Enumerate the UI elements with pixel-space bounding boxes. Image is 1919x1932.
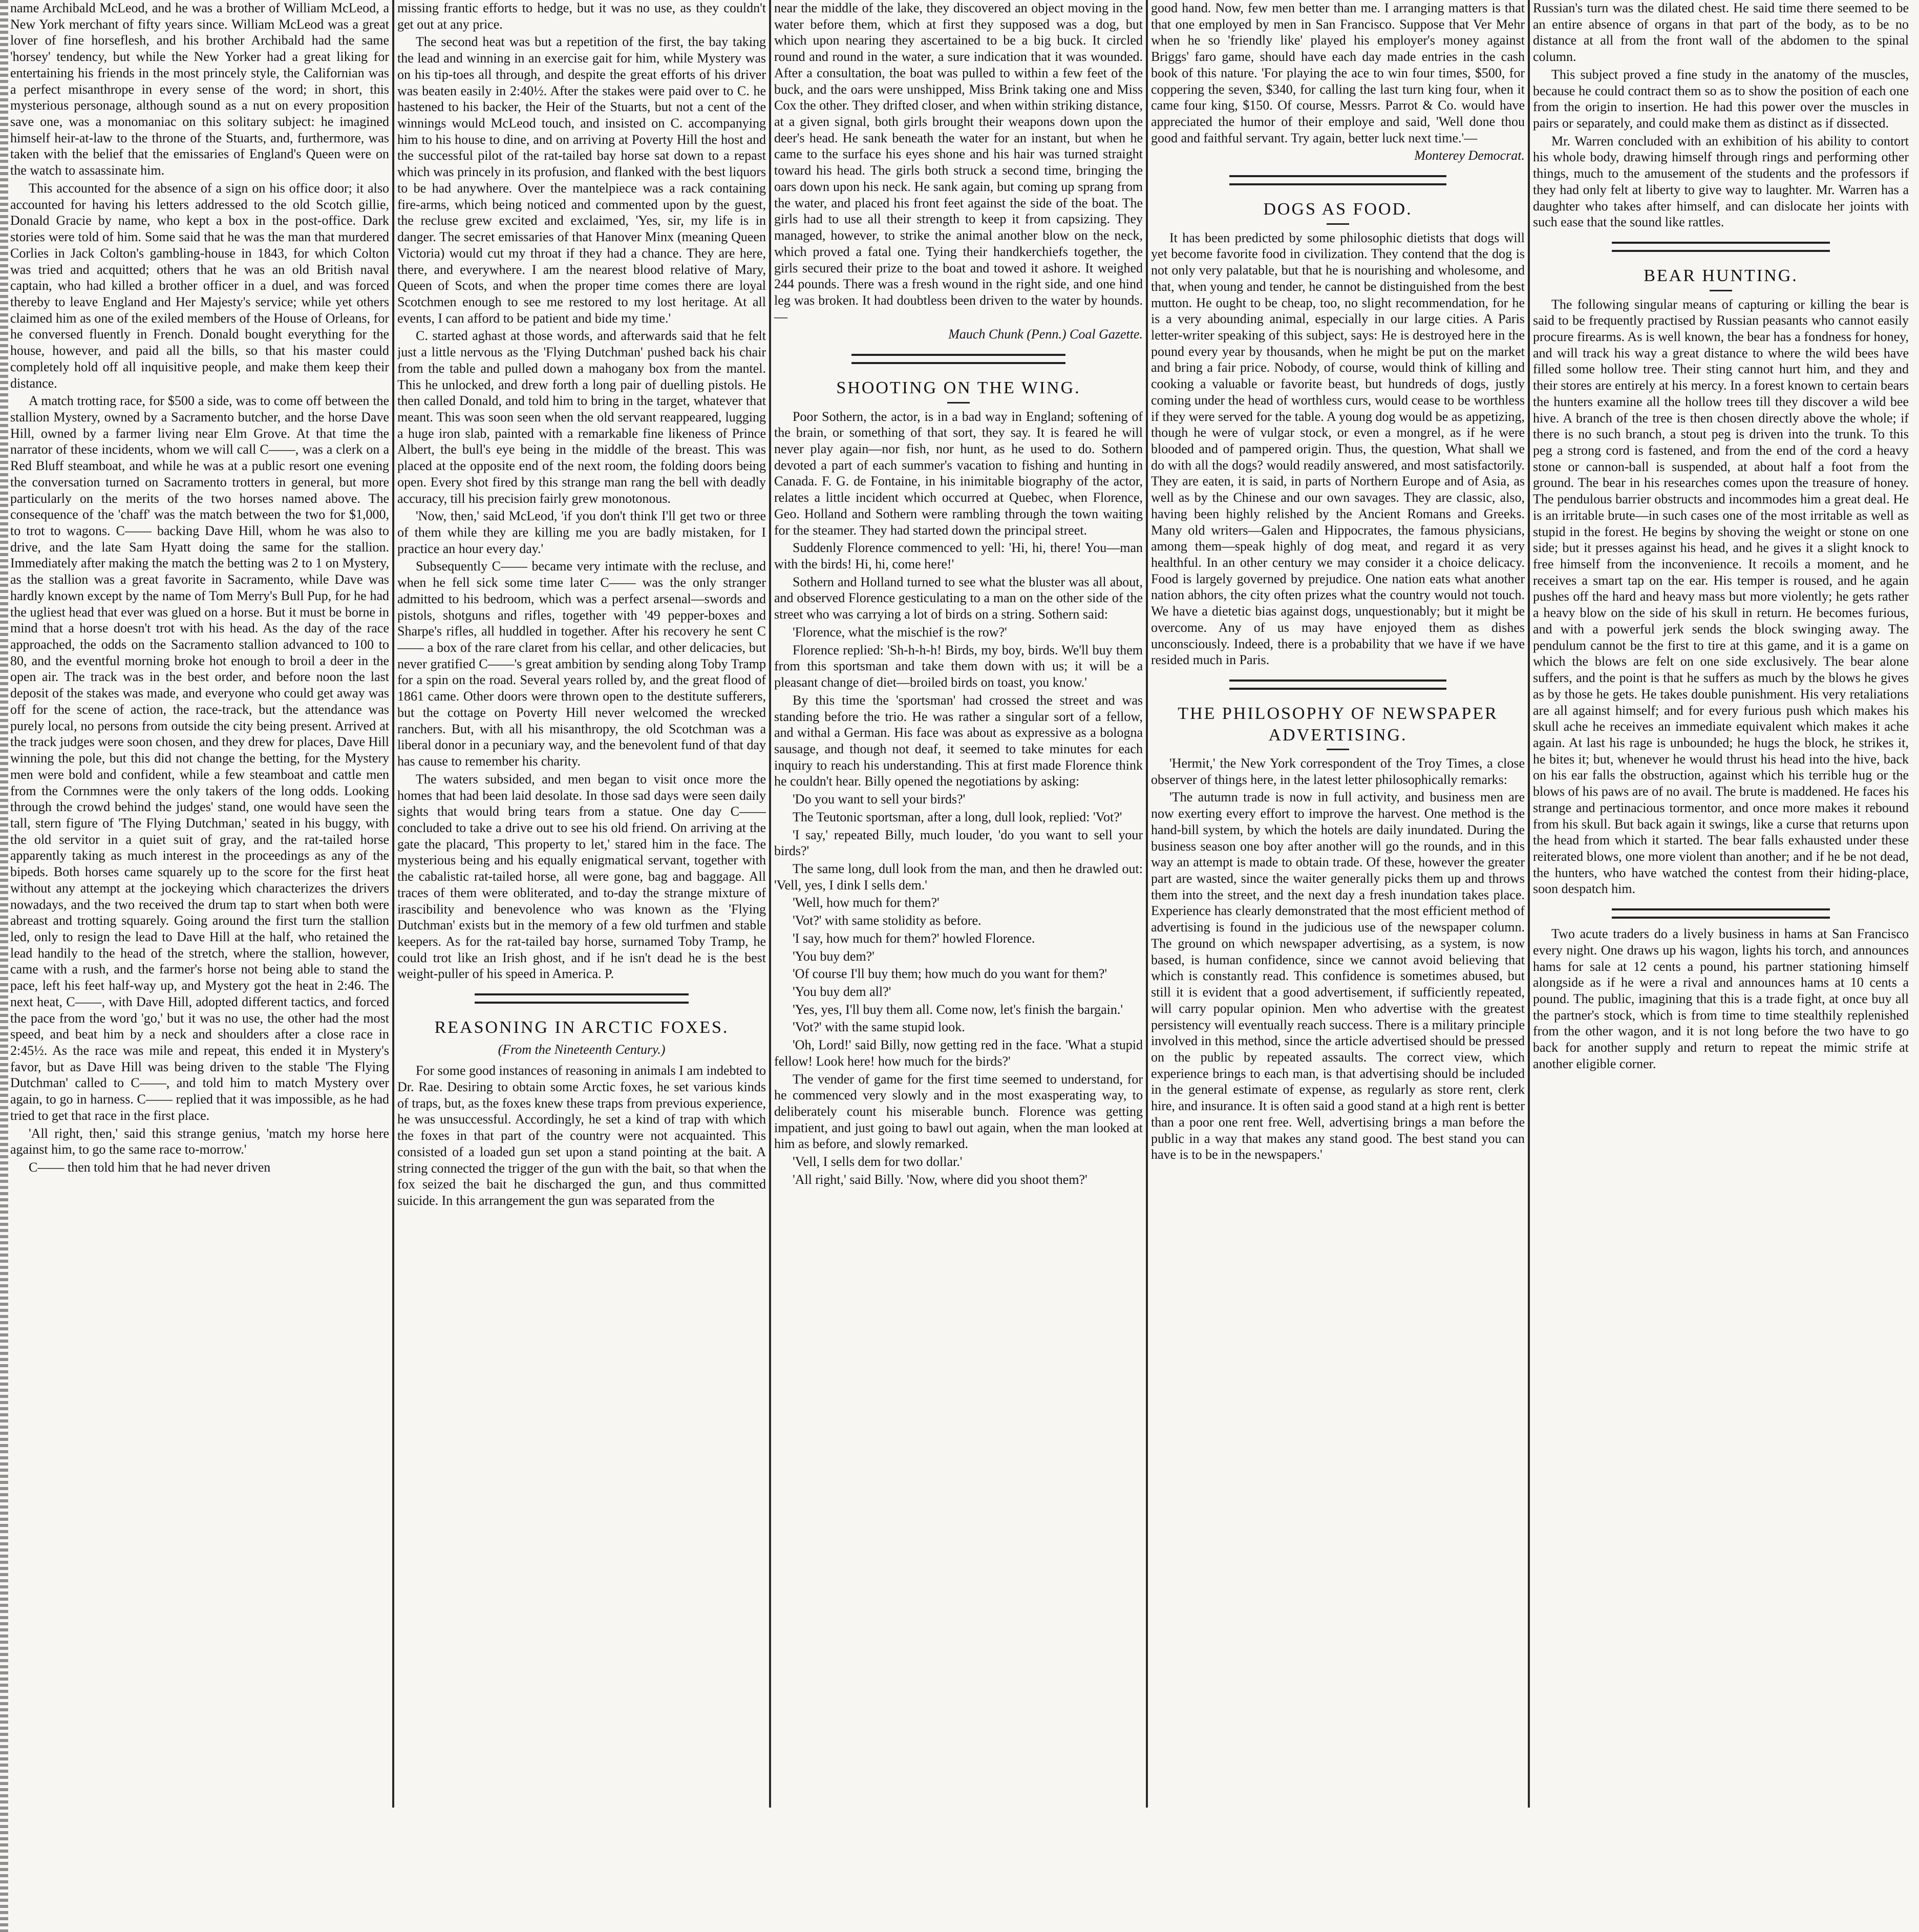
article-text: C—— then told him that he had never driven: [29, 1160, 271, 1175]
article-text: 'Florence, what the mischief is the row?': [793, 624, 1007, 640]
article-text: Suddenly Florence commenced to yell: 'Hi, hi, there! You—man with the birds! Hi, hi, come here!': [774, 540, 1143, 572]
heading-dash: [1710, 290, 1732, 291]
article-text: missing frantic efforts to hedge, but it was no use, as they couldn't get out at any price.: [397, 1, 766, 32]
article-text: The waters subsided, and men began to visit once more the homes that had been laid desolate. In those sad days were seen daily sights that would bring tears from a statue. One day C—— concluded to take a drive out to see his old friend. On arriving at the gate the placard, 'This property to let,' stared him in the face. The mysterious being and his equally enigmatical servant, together with the cabalistic rat-tailed horse, all were gone, bag and baggage. All traces of them were obliterated, and to-day the strange mixture of irascibility and benevolence who was known as the 'Flying Dutchman' exists but in the memory of a few old turfmen and stable keepers. As for the rat-tailed bay horse, surnamed Toby Tramp, he could trot like an Irish ghost, and if he isn't dead he is the best weight-puller of his speed in America. P.: [397, 771, 766, 982]
heading-dash: [1327, 223, 1349, 225]
article-text: 'Now, then,' said McLeod, 'if you don't think I'll get two or three of them while they are killing me you are badly mistaken, for I practice an hour every day.': [397, 508, 766, 556]
article-text: 'All right, then,' said this strange genius, 'match my horse here against him, to go the same race to-morrow.': [10, 1126, 389, 1157]
article-text: 'Vot?' with the same stupid look.: [793, 1020, 965, 1035]
article-text: 'You buy dem?': [793, 948, 875, 964]
article-text: Russian's turn was the dilated chest. He said time there seemed to be an entire absence of organs in that part of the body, as to be no distance at all from the front wall of the abdomen to the spinal column.: [1533, 1, 1909, 65]
article-text: A match trotting race, for $500 a side, was to come off between the stallion Mystery, owned by a Sacramento butcher, and the horse Dave Hill, owned by a farmer living near Elm Grove. At that time the narrator of these incidents, whom we will call C——, was a clerk on a Red Bluff steamboat, and while he was at a public resort one evening the conversation turned on Sacramento trotters in general, but more particularly on the merits of the two horses named above. The consequence of the 'chaff' was the match between the two for $1,000, to trot to wagons. C—— backing Dave Hill, whom he was also to drive, and the late Sam Hyatt doing the same for the stallion. Immediately after making the match the betting was 2 to 1 on Mystery, as the stallion was a great favorite in Sacramento, while Dave was hardly known except by the name of Tom Merry's Bull Pup, for he had the ugliest head that ever was glued on a horse. But it must be borne in mind that a horse doesn't trot with his head. As the day of the race approached, the odds on the Sacramento stallion advanced to 100 to 80, and the eventful morning broke hot enough to broil a deer in the open air. The track was in the best order, and before noon the last deposit of the stakes was made, and everyone who could get away was off for the scene of action, the race-track, but the attendance was purely local, no persons from outside the city being present. Arrived at the track judges were soon chosen, and they drew for places, Dave Hill winning the pole, but this did not change the betting, for the Mystery men were bold and confident, while a few steamboat and cattle men from the Cornmnes were the only takers of the long odds. Looking through the crowd behind the judges' stand, one would have seen the tall, stern figure of 'The Flying Dutchman,' seated in his buggy, with the old servitor in a quiet suit of gray, and the rat-tailed horse apparently taking as much interest in the proceedings as any of the bipeds. Both horses came squarely up to the score for the first heat without any attempt at the jockeying which characterizes the drivers nowadays, and the two received the drum tap to start when both were abreast and trotting squarely. Going around the first turn the stallion led, only to resign the lead to Dave Hill at the half, who retained the lead handily to the head of the stretch, where the stallion, however, came with a rush, and the farmer's horse not being able to stand the pace, left his feet half-way up, and Mystery got the heat in 2:46. The next heat, C——, with Dave Hill, adopted different tactics, and forced the pace from the word 'go,' but it was no use, the other had the most speed, and beat him by a neck and shoulders after a close race in 2:45½. As the race was mile and repeat, this ended it in Mystery's favor, but as Dave Hill was being driven to the stable 'The Flying Dutchman' called to C——, and told him to match Mystery over again, to go in harness. C—— replied that it was impossible, as he had tried to get that race in the first place.: [10, 393, 389, 1123]
article-text: Poor Sothern, the actor, is in a bad way in England; softening of the brain, or something of that sort, they say. It is feared he will never play again—nor fish, nor hunt, as he used to do. Sothern devoted a part of each summer's vacation to fishing and hunting in Canada. F. G. de Fontaine, in his inimitable biography of the actor, relates a little incident which occurred at Quebec, when Florence, Geo. Holland and Sothern were rambling through the town waiting for the steamer. They had started down the principal street.: [774, 409, 1143, 538]
article-text: 'I say, how much for them?' howled Florence.: [793, 930, 1035, 946]
column-rule: [1146, 0, 1148, 1808]
article-source: (From the Nineteenth Century.): [498, 1042, 666, 1057]
article-text: This subject proved a fine study in the anatomy of the muscles, because he could contract them so as to show the position of each one from the origin to insertion. He had this power over the muscles in pairs or separately, and could make them as distinct as if dissected.: [1533, 67, 1909, 131]
article-text: The second heat was but a repetition of the first, the bay taking the lead and winning in an exercise gait for him, while Mystery was on his tip-toes all through, and despite the great efforts of his driver was beaten easily in 2:40½. After the stakes were paid over to C. he hastened to his backer, the Heir of the Stuarts, but not a cent of the winnings would McLeod touch, and insisted on C. accompanying him to his house to dine, and on arriving at Poverty Hill the host and the successful pilot of the rat-tailed bay horse sat down to a repast which was princely in its profusion, and flanked with the best liquors to be had anywhere. Over the mantelpiece was a rack containing fire-arms, which being noticed and commented upon by the guest, the recluse grew excited and exclaimed, 'Yes, sir, my life is in danger. The secret emissaries of that Hanover Minx (meaning Queen Victoria) would cut my throat if they had a chance. They are here, there, and everywhere. I am the nearest blood relative of Mary, Queen of Scots, and when the proper time comes there are loyal Scotchmen enough to see me restored to my lost heritage. At all events, I can afford to be patient and bide my time.': [397, 34, 766, 326]
article-text: 'Oh, Lord!' said Billy, now getting red in the face. 'What a stupid fellow! Look here! how much for the birds?': [774, 1037, 1143, 1069]
article-text: The following singular means of capturing or killing the bear is said to be frequently practised by Russian peasants who cannot easily procure firearms. As is well known, the bear has a fondness for honey, and will track his way a great distance to where the wild bees have filled some hollow tree. Their sting cannot hurt him, and they and their stores are entirely at his mercy. In a forest known to certain bears the hunters examine all the hollow trees till they discover a wild bee hive. A branch of the tree is then chosen directly above the whole; if there is no such branch, a stout peg is driven into the trunk. To this peg a strong cord is fastened, and from the end of the cord a heavy stone or cannon-ball is suspended, at about half a foot from the ground. The bear in his researches comes upon the treasure of honey. The pendulous barrier obstructs and incommodes him a great deal. He is an irritable brute—in such cases one of the most irritable as well as stupid in the forest. He begins by shoving the weight or stone on one side; but it presses against his head, and he gives it a slight knock to free himself from the inconvenience. It recoils a moment, and he receives a smart tap on the ear. His temper is roused, and he again pushes off the hard and heavy mass but more violently; he gets rather a heavy blow on the side of his skull in return. He becomes furious, and with a powerful jerk sends the block swinging away. The pendulum cannot be the first to tire at this game, and it is a game on which the blows are felt on one side exclusively. The bear alone suffers, and the point is that he suffers as much by the blows he gives as by those he gets. He takes double punishment. His very retaliations are all against himself; and for every furious push which makes his skull ache he receives an immediate equivalent which makes it ache again. At last his rage is unbounded; he hugs the block, he strikes it, he bites it; but, whenever he would thrust his head into the hive, back on his ear falls the obstruction, against which his terrible hug or the blows of his paws are of no avail. The brute is maddened. He faces his strange and pertinacious tormentor, and once more makes it rebound from his skull. But back again it swings, like a curse that returns upon the head from which it started. The bear falls exhausted under these reiterated blows, one more violent than another; and if he be not dead, the hunters, who have watched the contest from their hiding-place, soon despatch him.: [1533, 296, 1909, 897]
article-text: 'Do you want to sell your birds?': [793, 792, 966, 807]
heading-dogs-as-food: DOGS AS FOOD.: [1263, 200, 1413, 219]
article-text: For some good instances of reasoning in animals I am indebted to Dr. Rae. Desiring to obtain some Arctic foxes, he set various kinds of traps, but, as the foxes knew these traps from previous experience, he was unsuccessful. Accordingly, he set a kind of trap with which the foxes in that part of the country were not acquainted. This consisted of a loaded gun set upon a stand pointing at the bait. A string connected the trigger of the gun with the bait, so that when the fox seized the bait he discharged the gun, and thus committed suicide. In this arrangement the gun was separated from the: [397, 1063, 766, 1208]
article-text: 'Well, how much for them?': [793, 895, 940, 910]
article-text: It has been predicted by some philosophic dietists that dogs will yet become favorite food in civilization. They contend that the dog is not only very palatable, but that he is nourishing and wholesome, and that, when young and tender, he cannot be distinguished from the best mutton. He ought to be cheap, too, no slight recommendation, for he is a very abounding animal, especially in our large cities. A Paris letter-writer speaking of this subject, says: He is destroyed here in the pound every year by thousands, when he might be put on the market and bring a fair price. Nobody, of course, would think of killing and cooking a valuable or favorite beast, but hundreds of dogs, justly coming under the head of worthless curs, would cease to be worthless if they were served for the table. A young dog would be as appetizing, though he were of vulgar stock, or even a mongrel, as if he were blooded and of pampered origin. Thus, the question, What shall we do with all the dogs? would readily answered, and most satisfactorily. They are eaten, it is said, in parts of Northern Europe and of Asia, as well as by the Chinese and our own savages. They are classic, also, having been highly relished by the Ancient Romans and Greeks. Many old writers—Galen and Hippocrates, the famous physicians, among them—speak highly of dog meat, and regard it as very healthful. In an other century we may consider it a choice delicacy. Food is largely governed by prejudice. One nation eats what another nation abhors, the city often prizes what the country would not touch. We have a dietetic bias against dogs, unquestionably; but it might be overcome. Any of us may have enjoyed them as dishes unconsciously. Indeed, there is a probability that we have if we have resided much in Paris.: [1151, 230, 1525, 668]
article-source: Monterey Democrat.: [1414, 148, 1525, 163]
heading-dash: [1327, 749, 1349, 750]
section-divider: [1229, 680, 1446, 690]
article-text: Two acute traders do a lively business in hams at San Francisco every night. One draws up his wagon, lights his torch, and announces hams for sale at 12 cents a pound, his partner stationing himself alongside as if he were a rival and announces hams at 10 cents a pound. The public, imagining that this is a trade fight, at once buy all the partner's stock, which is from time to time stealthily replenished from the other wagon, and it is not long before the two have to go back for another supply and return to repeat the mimic strife at another eligible corner.: [1533, 926, 1909, 1071]
section-divider: [1612, 908, 1830, 919]
section-divider: [851, 354, 1065, 364]
article-text: 'All right,' said Billy. 'Now, where did you shoot them?': [793, 1172, 1088, 1187]
column-rule: [1528, 0, 1530, 1808]
torn-left-edge: [0, 0, 8, 1932]
article-text: The same long, dull look from the man, and then he drawled out: 'Vell, yes, I dink I sells dem.': [774, 861, 1143, 893]
heading-shooting-on-the-wing: SHOOTING ON THE WING.: [836, 378, 1081, 398]
article-text: This accounted for the absence of a sign on his office door; it also accounted for having his letters addressed to the old Scotch gillie, Donald Gracie by name, who kept a box in the post-office. Dark stories were told of him. Some said that he was the man that murdered Corlies in Jack Colton's gambling-house in 1843, for which Colton was tried and acquitted; others that he was an old British naval captain, who had killed a brother officer in a duel, and was forced thereby to leave England and Her Majesty's service; while yet others claimed him as one of the exiled members of the House of Orleans, for he conversed fluently in French. Donald bought everything for the house, however, and paid all the bills, so that his master could completely hold off all inquisitive people, and make them keep their distance.: [10, 180, 389, 391]
article-source: Mauch Chunk (Penn.) Coal Gazette.: [948, 327, 1143, 342]
heading-dash: [947, 402, 970, 404]
section-divider: [1612, 242, 1830, 252]
column-rule: [769, 0, 771, 1808]
article-text: name Archibald McLeod, and he was a brother of William McLeod, a New York merchant of fifty years since. William McLeod was a great lover of fine horseflesh, and his brother Archibald had the same 'horsey' tendency, but while the New Yorker had a great liking for entertaining his friends in the most princely style, the Californian was a perfect misanthrope in every sense of the word; in short, this mysterious personage, although sound as a nut on every proposition save one, was a monomaniac on this solitary subject: he imagined himself heir-at-law to the throne of the Stuarts, and, furthermore, was taken with the belief that the emissaries of England's Queen were on the watch to assassinate him.: [10, 1, 389, 178]
column-rule: [392, 0, 394, 1808]
heading-newspaper-advertising: THE PHILOSOPHY OF NEWSPAPER ADVERTISING.: [1178, 704, 1498, 745]
article-text: 'Of course I'll buy them; how much do you want for them?': [793, 966, 1107, 982]
column-3: [774, 0, 1143, 1808]
column-4: [1151, 0, 1525, 1808]
heading-bear-hunting: BEAR HUNTING.: [1644, 266, 1798, 286]
article-text: The vender of game for the first time seemed to understand, for he commenced very slowly and in the most exasperating way, to deliberately count his miserable bunch. Florence was getting impatient, and just going to bawl out again, when the man looked at him as before, and slowly remarked.: [774, 1071, 1143, 1152]
article-text: 'Hermit,' the New York correspondent of the Troy Times, a close observer of things here, in the latest letter philosophically remarks:: [1151, 756, 1525, 787]
article-text: 'Yes, yes, I'll buy them all. Come now, let's finish the bargain.': [793, 1002, 1123, 1017]
column-2: [397, 0, 766, 1808]
article-text: Sothern and Holland turned to see what the bluster was all about, and observed Florence gesticulating to a man on the other side of the street who was carrying a lot of birds on a string. Sothern said:: [774, 574, 1143, 622]
article-text: 'Vot?' with same stolidity as before.: [793, 913, 982, 928]
column-5: [1533, 0, 1909, 1808]
article-text: Mr. Warren concluded with an exhibition of his ability to contort his whole body, drawing himself through rings and performing other things, much to the amusement of the students and the professors if they had only felt at liberty to give way to laughter. Mr. Warren has a daughter who takes after himself, and can dislocate her joints with such ease that the sound like rattles.: [1533, 133, 1909, 230]
article-text: 'Vell, I sells dem for two dollar.': [793, 1154, 963, 1170]
section-divider: [1229, 175, 1446, 185]
article-text: C. started aghast at those words, and afterwards said that he felt just a little nervous as the 'Flying Dutchman' pushed back his chair from the table and pulled down a mahogany box from the mantel. This he unlocked, and drew forth a long pair of duelling pistols. He then called Donald, and told him to bring in the target, whatever that meant. This was soon seen when the old servant reappeared, lugging a huge iron slab, painted with a remarkable fine likeness of Prince Albert, the bull's eye being in the middle of the breast. This was placed at the opposite end of the next room, the folding doors being open. Every shot fired by this strange man rang the bell with deadly accuracy, till his precision fairly grew monotonous.: [397, 328, 766, 506]
article-text: Subsequently C—— became very intimate with the recluse, and when he fell sick some time later C—— was the only stranger admitted to his bedroom, which was a perfect arsenal—swords and pistols, shotguns and rifles, together with '49 pepper-boxes and Sharpe's rifles, all huddled in together. After his recovery he sent C—— a box of the rare claret from his cellar, and other delicacies, but never gratified C——'s great ambition by sending along Toby Tramp for a spin on the road. Several years rolled by, and the great flood of 1861 came. Other doors were thrown open to the destitute sufferers, but the cottage on Poverty Hill never welcomed the wrecked ranchers. But, with all his misanthropy, the old Scotchman was a liberal donor in a pecuniary way, and the benevolent fund of that day has cause to remember his charity.: [397, 559, 766, 769]
article-text: Florence replied: 'Sh-h-h-h! Birds, my boy, birds. We'll buy them from this sportsman and take them down with us; it will be a pleasant change of diet—broiled birds on toast, you know.': [774, 642, 1143, 690]
article-text: 'You buy dem all?': [793, 984, 891, 999]
article-text: good hand. Now, few men better than me. I arranging matters is that that one employed by men in San Francisco. Suppose that Ver Mehr when he so 'friendly like' played his employer's money against Briggs' faro game, should have each day made entries in the cash book of this nature. 'For playing the ace to win four times, $500, for coppering the seven, $340, for calling the last turn king four, when it came four king, $150. Of course, Messrs. Parrot & Co. would have appreciated the humor of their employe and said, 'Well done thou good and faithful servant. Try again, better luck next time.'—: [1151, 1, 1525, 145]
column-1: [10, 0, 389, 1808]
article-text: The Teutonic sportsman, after a long, dull look, replied: 'Vot?': [793, 809, 1122, 824]
article-text: 'The autumn trade is now in full activity, and business men are now exerting every effort to improve the harvest. One method is the hand-bill system, by which the hotels are daily inundated. During the business season one boy after another will go the rounds, and in this way an attempt is made to obtain trade. Of these, however the greater part are wasted, since the waiter generally picks them up and throws them into the street, and the next day a fresh inundation takes place. Experience has clearly demonstrated that the most efficient method of advertising is found in the judicious use of the newspaper column. The ground on which newspaper advertising, as a system, is now based, is human confidence, since we cannot avoid believing that which is constantly read. This confidence is sometimes abused, but still it is evident that a good advertisement, if sufficiently repeated, will carry popular opinion. Men who advertise with the greatest persistency will eventually reach success. There is a military principle involved in this method, since the article advertised should be pressed on the public by repeated assaults. The correct view, which experience brings to each man, is that advertising should be included in the general estimate of expense, as regularly as store rent, clerk hire, and insurance. It is often said a good stand at a high rent is better than a poor one rent free. Well, advertising brings a man before the public in a way that makes any stand good. The best stand you can have is to be in the newspapers.': [1151, 790, 1525, 1162]
heading-arctic-foxes: REASONING IN ARCTIC FOXES.: [434, 1018, 729, 1037]
article-text: near the middle of the lake, they discovered an object moving in the water before them, which at first they supposed was a dog, but which upon nearing they ascertained to be a big buck. It circled round and round in the water, a sure indication that it was wounded. After a consultation, the boat was pulled to within a few feet of the buck, and the oars were unshipped, Miss Brink taking one and Miss Cox the other. They drifted closer, and when within striking distance, at a given signal, both girls brought their weapons down upon the deer's head. He sank beneath the water for an instant, but when he came to the surface his eyes shone and his hair was turned straight toward his head. The girls both struck a second time, bringing the oars down upon his neck. He sank again, but coming up sprang from the water, and placed his front feet against the side of the boat. The girls had to use all their strength to keep it from capsizing. They managed, however, to strike the animal another blow on the neck, which proved a fatal one. Tying their handkerchiefs together, the girls secured their prize to the boat and towed it ashore. It weighed 244 pounds. There was a fresh wound in the right side, and one hind leg was broken. It had doubtless been driven to the water by hounds.—: [774, 1, 1143, 324]
section-divider: [475, 993, 689, 1004]
article-text: By this time the 'sportsman' had crossed the street and was standing before the trio. He was rather a singular sort of a fellow, and withal a German. His face was about as expressive as a bologna sausage, and though not deaf, it seemed to take minutes for each inquiry to reach his understanding. This at first made Florence think he couldn't hear. Billy opened the negotiations by asking:: [774, 692, 1143, 789]
article-text: 'I say,' repeated Billy, much louder, 'do you want to sell your birds?': [774, 827, 1143, 859]
